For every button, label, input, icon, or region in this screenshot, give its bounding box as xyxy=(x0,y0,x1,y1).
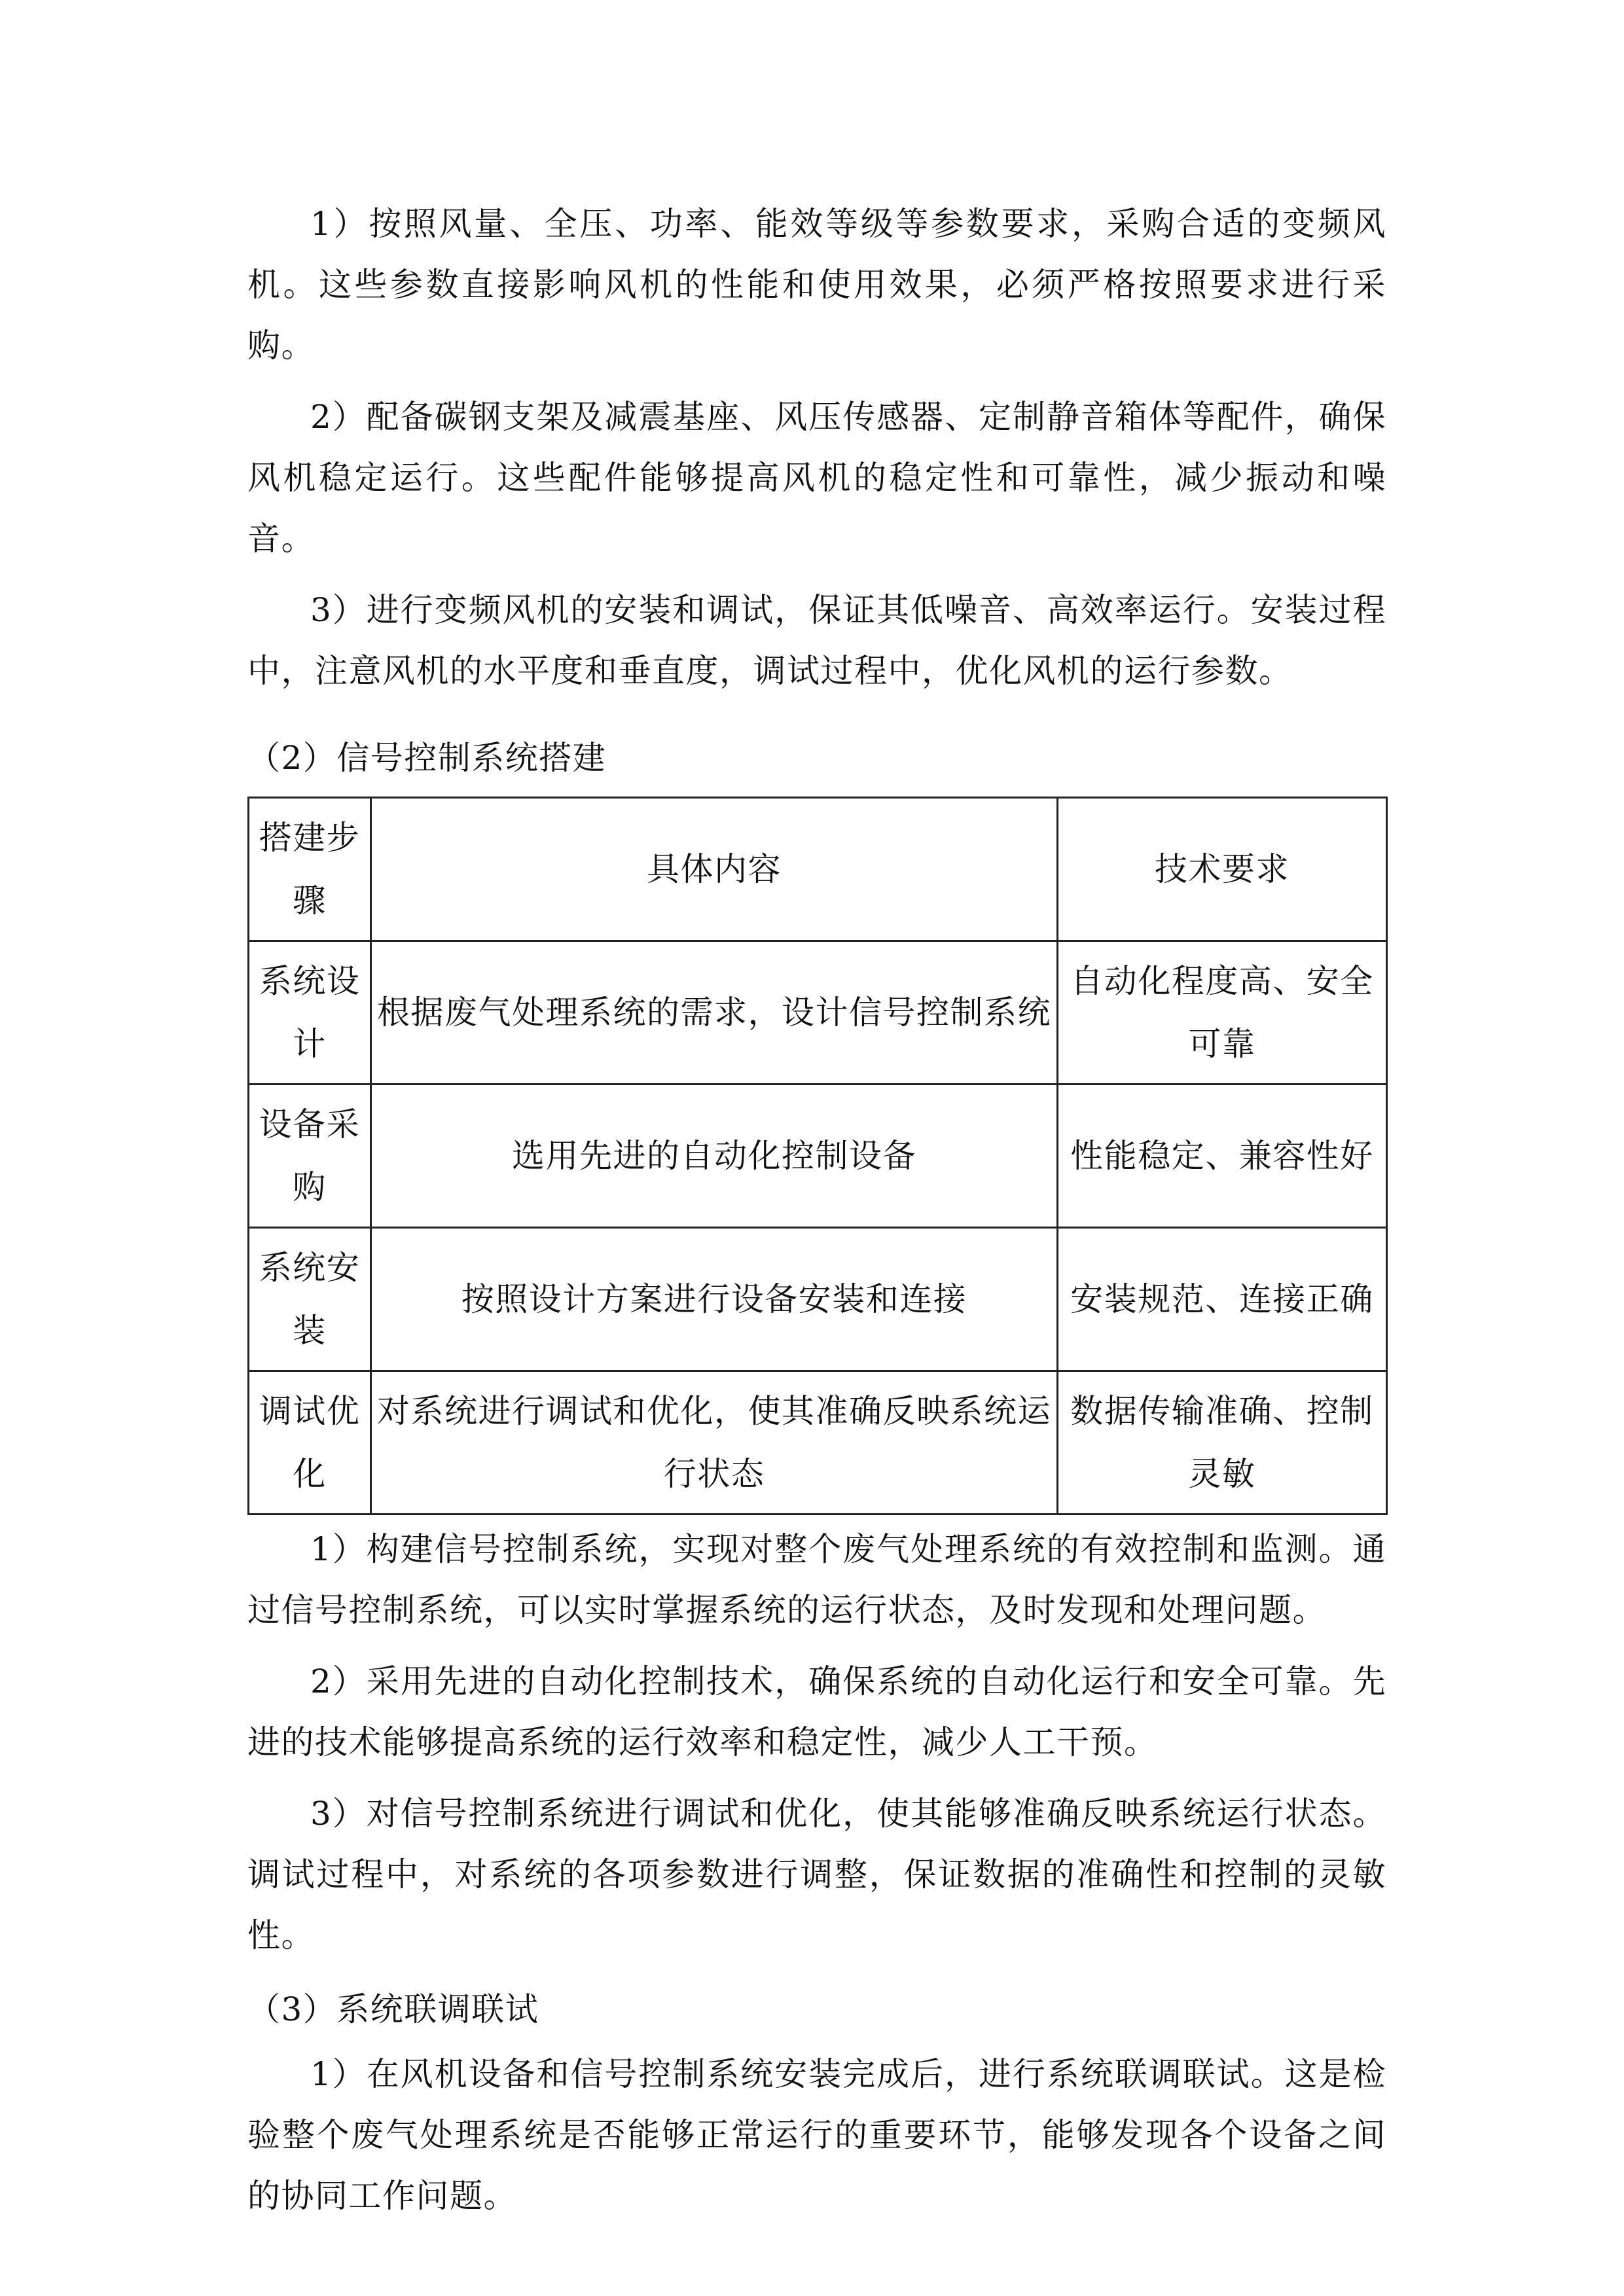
table-row xyxy=(249,941,1387,1085)
table-header: 具体内容 xyxy=(371,798,1058,941)
paragraph: 2）采用先进的自动化控制技术，确保系统的自动化运行和安全可靠。先进的技术能够提高系统的运行效率和稳定性，减少人工干预。 xyxy=(247,1662,1386,1761)
section-heading: （2）信号控制系统搭建 xyxy=(247,739,607,777)
table-row xyxy=(249,1228,1387,1371)
table-row xyxy=(249,1371,1387,1515)
table-cell: 按照设计方案进行设备安装和连接 xyxy=(371,1228,1058,1371)
table-cell: 性能稳定、兼容性好 xyxy=(1058,1085,1387,1228)
table-cell: 系统设计 xyxy=(249,941,371,1085)
document-body xyxy=(247,194,1386,2237)
table-cell: 选用先进的自动化控制设备 xyxy=(371,1085,1058,1228)
section-heading: （3）系统联调联试 xyxy=(247,1990,539,2028)
table-header: 技术要求 xyxy=(1058,798,1387,941)
table-header: 搭建步骤 xyxy=(249,798,371,941)
table-cell: 数据传输准确、控制灵敏 xyxy=(1058,1371,1387,1515)
paragraph: 3）对信号控制系统进行调试和优化，使其能够准确反映系统运行状态。调试过程中，对系统的各项参数进行调整，保证数据的准确性和控制的灵敏性。 xyxy=(247,1795,1386,1954)
table-cell: 调试优化 xyxy=(249,1371,371,1515)
table-cell: 设备采购 xyxy=(249,1085,371,1228)
table-cell: 自动化程度高、安全可靠 xyxy=(1058,941,1387,1085)
paragraph: 1）按照风量、全压、功率、能效等级等参数要求，采购合适的变频风机。这些参数直接影响风机的性能和使用效果，必须严格按照要求进行采购。 xyxy=(247,205,1386,365)
paragraph: 3）进行变频风机的安装和调试，保证其低噪音、高效率运行。安装过程中，注意风机的水平度和垂直度，调试过程中，优化风机的运行参数。 xyxy=(247,591,1386,690)
table-cell: 系统安装 xyxy=(249,1228,371,1371)
paragraph: 2）配备碳钢支架及减震基座、风压传感器、定制静音箱体等配件，确保风机稳定运行。这些配件能够提高风机的稳定性和可靠性，减少振动和噪音。 xyxy=(247,398,1386,558)
construction-steps-table xyxy=(247,797,1388,1515)
paragraph: 1）在风机设备和信号控制系统安装完成后，进行系统联调联试。这是检验整个废气处理系统是否能够正常运行的重要环节，能够发现各个设备之间的协同工作问题。 xyxy=(247,2055,1386,2215)
table-cell: 根据废气处理系统的需求，设计信号控制系统 xyxy=(371,941,1058,1085)
table-row xyxy=(249,1085,1387,1228)
table-header-row xyxy=(249,798,1387,941)
paragraph: 1）构建信号控制系统，实现对整个废气处理系统的有效控制和监测。通过信号控制系统，可以实时掌握系统的运行状态，及时发现和处理问题。 xyxy=(247,1530,1386,1629)
table-cell: 对系统进行调试和优化，使其准确反映系统运行状态 xyxy=(371,1371,1058,1515)
table-cell: 安装规范、连接正确 xyxy=(1058,1228,1387,1371)
